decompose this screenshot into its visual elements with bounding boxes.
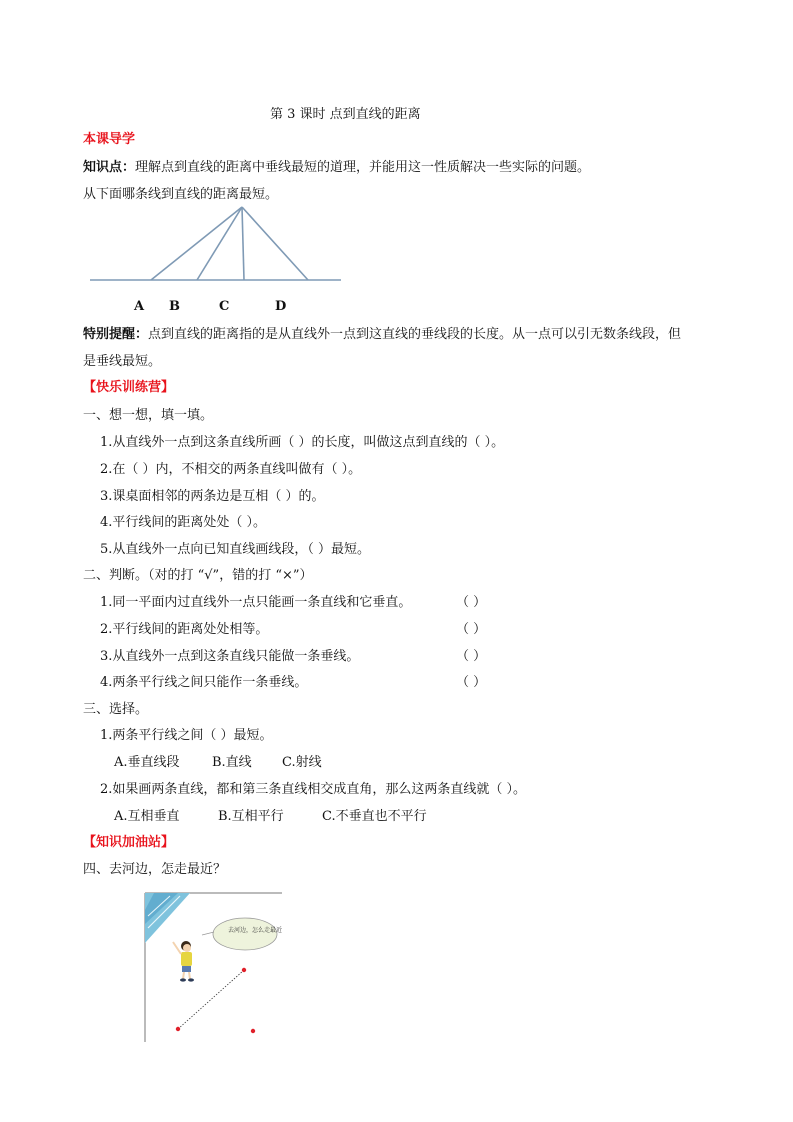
distance-figure [0, 0, 793, 320]
part3-q2-option-b: B.互相平行 [218, 809, 284, 824]
part1-heading: 一、想一想，填一填。 [83, 408, 214, 423]
part3-q2-option-c: C.不垂直也不平行 [322, 809, 427, 824]
part1-item-3: 3.课桌面相邻的两条边是互相（ ）的。 [100, 489, 325, 504]
child-figure-icon [173, 941, 194, 982]
part3-heading: 三、选择。 [83, 702, 149, 717]
part2-item-1-text: 1.同一平面内过直线外一点只能画一条直线和它垂直。 [100, 595, 412, 610]
tip-line-1 [83, 327, 681, 343]
figure-label-d: D [275, 299, 287, 314]
question-intro: 从下面哪条线到直线的距离最短。 [83, 187, 279, 202]
part2-item-2-blank: （ ） [456, 622, 487, 637]
part3-q1-option-a: A.垂直线段 [114, 755, 180, 770]
page-title: 第 3 课时 点到直线的距离 [270, 107, 421, 122]
part3-q1-option-b: B.直线 [212, 755, 252, 770]
part1-item-2: 2.在（ ）内，不相交的两条直线叫做有（ ）。 [100, 462, 362, 477]
point-icon [176, 1027, 180, 1031]
figure-label-c: C [219, 299, 230, 314]
tip-line-2: 是垂线最短。 [83, 354, 162, 369]
part1-item-5: 5.从直线外一点向已知直线画线段，（ ）最短。 [100, 542, 371, 557]
knowledge-label: 知识点： [83, 160, 136, 175]
part1-item-1: 1.从直线外一点到这条直线所画（ ）的长度，叫做这点到直线的（ ）。 [100, 435, 505, 450]
part3-q2-option-a: A.互相垂直 [114, 809, 180, 824]
part3-q2: 2.如果画两条直线，都和第三条直线相交成直角，那么这两条直线就（ ）。 [100, 782, 527, 797]
part2-item-3-text: 3.从直线外一点到这条直线只能做一条垂线。 [100, 649, 360, 664]
point-icon [242, 968, 246, 972]
speech-bubble-icon [202, 918, 277, 950]
part2-item-2-text: 2.平行线间的距离处处相等。 [100, 622, 269, 637]
section-guide-heading: 本课导学 [83, 132, 136, 147]
part4-heading: 四、去河边，怎走最近？ [83, 862, 227, 877]
part2-item-4-blank: （ ） [456, 675, 487, 690]
part3-q1: 1.两条平行线之间（ ）最短。 [100, 728, 273, 743]
figure-label-a: A [134, 299, 145, 314]
knowledge-text: 理解点到直线的距离中垂线最短的道理，并能用这一性质解决一些实际的问题。 [135, 160, 591, 175]
point-icon [251, 1029, 255, 1033]
part2-heading: 二、判断。（对的打 “√”，错的打 “×”） [83, 568, 313, 583]
part1-item-4: 4.平行线间的距离处处（ ）。 [100, 515, 267, 530]
part2-item-4-text: 4.两条平行线之间只能作一条垂线。 [100, 675, 308, 690]
tip-text: 点到直线的距离指的是从直线外一点到这直线的垂线段的长度。从一点可以引无数条线段，但 [148, 327, 682, 342]
part2-item-1-blank: （ ） [456, 595, 487, 610]
river-picture [140, 888, 290, 1048]
bubble-text: 去河边，怎么走最近 [228, 927, 283, 934]
part2-item-3-blank: （ ） [456, 649, 487, 664]
tip-label: 特别提醒： [83, 327, 149, 342]
section-station-heading: 【知识加油站】 [83, 835, 175, 850]
figure-label-b: B [169, 299, 180, 314]
section-training-heading: 【快乐训练营】 [83, 380, 175, 395]
part3-q1-option-c: C.射线 [282, 755, 322, 770]
